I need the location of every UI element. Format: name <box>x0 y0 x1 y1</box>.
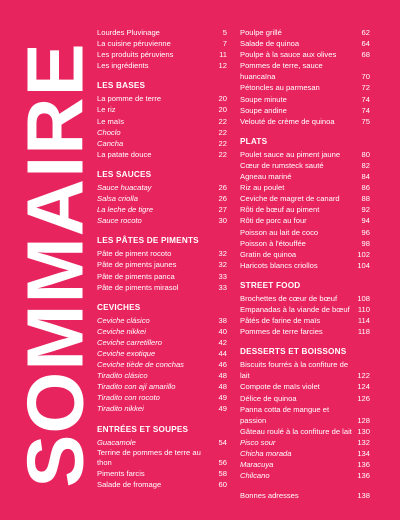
toc-entry[interactable] <box>240 82 370 93</box>
toc-entry-page: 126 <box>357 393 370 403</box>
toc-entry[interactable] <box>97 215 227 226</box>
toc-entry[interactable] <box>240 27 370 38</box>
toc-entry-page: 62 <box>361 28 370 37</box>
toc-entry[interactable] <box>97 49 227 60</box>
toc-entry-page: 94 <box>361 216 370 226</box>
toc-entry-title: Le riz <box>97 105 116 115</box>
toc-entry[interactable] <box>240 393 370 404</box>
toc-entry[interactable] <box>97 38 227 49</box>
toc-entry[interactable] <box>240 426 370 437</box>
toc-entry-title: Pâte de piment rocoto <box>97 249 172 259</box>
toc-entry-page: 22 <box>218 116 227 126</box>
toc-entry-title: Ceviche tiède de conchas <box>97 360 184 370</box>
toc-entry-page: 12 <box>218 61 227 71</box>
toc-entry[interactable] <box>240 304 370 315</box>
toc-entry-page: 56 <box>218 457 227 467</box>
toc-entry-page: 75 <box>361 116 370 126</box>
toc-entry[interactable] <box>240 182 370 193</box>
toc-entry-page: 7 <box>222 39 227 49</box>
toc-entry-title: Poulpe grillé <box>240 28 282 37</box>
toc-entry-title: Compote de maïs violet <box>240 382 320 392</box>
toc-entry-title: Tiradito nikkei <box>97 404 144 414</box>
toc-entry-title: La pomme de terre <box>97 94 162 104</box>
toc-entry-page: 22 <box>218 127 227 137</box>
toc-entry[interactable] <box>240 315 370 326</box>
toc-entry-title: Riz au poulet <box>240 183 285 193</box>
toc-entry-title: Poulet sauce au piment jaune <box>240 149 341 159</box>
toc-entry-page: 64 <box>361 39 370 49</box>
toc-entry-page: 49 <box>218 393 227 403</box>
toc-entry-page: 74 <box>361 94 370 104</box>
toc-entry-title: Pâte de piments jaunes <box>97 260 177 270</box>
toc-entry-title: Chilcano <box>240 471 270 481</box>
toc-entry-title: Tiradito con rocoto <box>97 393 160 403</box>
toc-entry[interactable] <box>240 227 370 238</box>
section-heading: LES BASES <box>97 81 146 91</box>
toc-entry[interactable] <box>97 127 227 138</box>
toc-entry[interactable] <box>97 27 227 38</box>
toc-entry-page: 84 <box>361 172 370 182</box>
toc-entry-title: Chicha morada <box>240 449 292 458</box>
toc-entry-title: Tiradito clásico <box>97 371 148 381</box>
toc-entry-page: 122 <box>357 371 370 381</box>
toc-column-right <box>240 27 370 501</box>
toc-entry[interactable] <box>240 38 370 49</box>
toc-entry-page: 88 <box>361 194 370 204</box>
toc-entry-page: 5 <box>222 28 227 37</box>
section-heading: STREET FOOD <box>240 280 301 290</box>
toc-entry-title: Pâtés de farine de maïs <box>240 316 321 326</box>
toc-entry-title: Pétoncles au parmesan <box>240 83 320 93</box>
toc-entry-page: 11 <box>219 50 227 60</box>
toc-entry[interactable] <box>97 149 227 160</box>
toc-entry-page: 54 <box>218 437 227 447</box>
toc-entry[interactable] <box>97 248 227 259</box>
toc-entry-title: Brochettes de cœur de bœuf <box>240 293 338 303</box>
toc-entry-page: 40 <box>218 326 227 336</box>
toc-entry-title: Lourdes Pluvinage <box>97 28 160 37</box>
toc-entry-page: 124 <box>357 382 370 392</box>
toc-entry-page: 136 <box>357 471 370 481</box>
toc-entry[interactable] <box>240 149 370 160</box>
toc-entry-page: 48 <box>218 371 227 381</box>
toc-entry-page: 130 <box>357 426 370 436</box>
toc-entry-page: 22 <box>218 149 227 159</box>
toc-entry-page: 60 <box>218 479 227 489</box>
toc-entry[interactable] <box>97 381 227 392</box>
toc-entry-page: 68 <box>361 50 370 60</box>
toc-entry[interactable] <box>97 93 227 104</box>
toc-entry-title: Soupe minute <box>240 94 287 104</box>
toc-entry[interactable] <box>240 359 370 381</box>
toc-entry-page: 96 <box>361 227 370 237</box>
toc-entry[interactable] <box>97 138 227 149</box>
toc-entry-page: 138 <box>357 491 370 501</box>
toc-entry-page: 98 <box>361 238 370 248</box>
toc-entry-title: Ceviche clásico <box>97 315 150 325</box>
toc-entry-page: 30 <box>218 216 227 226</box>
toc-entry-page: 33 <box>218 271 227 281</box>
toc-entry-title: Bonnes adresses <box>240 491 299 501</box>
toc-entry-page: 114 <box>357 316 370 326</box>
toc-entry[interactable] <box>240 260 370 271</box>
toc-entry-page: 82 <box>361 160 370 170</box>
toc-entry-page: 26 <box>218 194 227 204</box>
toc-entry[interactable] <box>240 238 370 249</box>
toc-entry-page: 70 <box>361 72 370 82</box>
toc-entry[interactable] <box>240 470 370 481</box>
toc-entry-title: Pisco sour <box>240 437 276 447</box>
toc-entry[interactable] <box>240 437 370 448</box>
toc-entry[interactable] <box>240 381 370 392</box>
toc-entry-title: Maracuya <box>240 460 274 470</box>
section-heading: LES PÂTES DE PIMENTS <box>97 236 199 246</box>
toc-entry-page: 20 <box>218 94 227 104</box>
toc-entry-title: Ceviche nikkei <box>97 326 146 336</box>
toc-entry-page: 44 <box>218 348 227 358</box>
toc-entry[interactable] <box>97 437 227 448</box>
toc-entry[interactable] <box>240 49 370 60</box>
toc-entry-page: 46 <box>218 360 227 370</box>
toc-entry[interactable] <box>240 171 370 182</box>
toc-entry-page: 80 <box>361 149 370 159</box>
section-heading: CEVICHES <box>97 302 141 312</box>
toc-entry[interactable] <box>240 459 370 470</box>
toc-entry-title: Biscuits fourrés à la confiture de lait <box>240 360 349 381</box>
toc-entry-title: Salade de fromage <box>97 479 162 489</box>
toc-entry-title: Soupe andine <box>240 105 287 115</box>
toc-entry[interactable] <box>240 160 370 171</box>
toc-column-left <box>97 27 227 490</box>
toc-entry-title: Piments farcis <box>97 468 145 478</box>
toc-entry-page: 74 <box>361 105 370 115</box>
toc-entry[interactable] <box>240 490 370 501</box>
toc-entry[interactable] <box>97 326 227 337</box>
toc-entry-title: Rôti de porc au four <box>240 216 307 226</box>
toc-entry[interactable] <box>240 249 370 260</box>
toc-entry[interactable] <box>240 326 370 337</box>
toc-entry-page: 134 <box>357 449 370 458</box>
toc-entry-title: Cancha <box>97 138 124 148</box>
toc-entry-title: Choclo <box>97 127 121 137</box>
toc-entry[interactable] <box>97 60 227 71</box>
toc-entry-title: Les ingrédients <box>97 61 149 71</box>
toc-entry-page: 32 <box>218 249 227 259</box>
toc-entry[interactable] <box>97 392 227 403</box>
toc-entry-page: 48 <box>218 382 227 392</box>
toc-entry-page: 104 <box>357 260 370 270</box>
toc-entry-title: Haricots blancs criollos <box>240 260 318 270</box>
toc-entry-title: Sauce rocoto <box>97 216 142 226</box>
toc-entry[interactable] <box>97 204 227 215</box>
toc-entry-page: 72 <box>361 83 370 93</box>
toc-entry[interactable] <box>240 404 370 426</box>
toc-entry-title: Panna cotta de mangue et passion <box>240 404 330 425</box>
toc-entry-page: 42 <box>218 337 227 347</box>
toc-entry-page: 38 <box>218 315 227 325</box>
toc-entry-title: Poisson au lait de coco <box>240 227 319 237</box>
toc-entry-title: Sauce huacatay <box>97 182 152 192</box>
toc-entry-page: 86 <box>361 183 370 193</box>
section-heading: PLATS <box>240 136 268 146</box>
toc-entry[interactable] <box>97 448 227 468</box>
toc-entry[interactable] <box>97 370 227 381</box>
toc-entry-title: Les produits péruviens <box>97 50 174 60</box>
toc-entry[interactable] <box>240 215 370 226</box>
toc-entry-page: 136 <box>357 460 370 470</box>
toc-entry[interactable] <box>240 293 370 304</box>
toc-entry-title: Guacamole <box>97 437 136 447</box>
toc-entry-page: 118 <box>357 327 370 337</box>
toc-entry[interactable] <box>97 348 227 359</box>
toc-entry-title: Ceviche de magret de canard <box>240 194 340 204</box>
toc-entry[interactable] <box>97 479 227 490</box>
toc-entry-title: Le maïs <box>97 116 125 126</box>
section-heading: LES SAUCES <box>97 169 152 179</box>
toc-entry[interactable] <box>240 60 370 82</box>
toc-entry-page: 108 <box>357 293 370 303</box>
toc-entry-title: Cœur de rumsteck sauté <box>240 160 324 170</box>
toc-entry-page: 32 <box>218 260 227 270</box>
section-heading: ENTRÉES ET SOUPES <box>97 424 189 434</box>
toc-entry[interactable] <box>97 182 227 193</box>
toc-entry-page: 49 <box>218 404 227 414</box>
toc-entry-title: La cuisine péruvienne <box>97 39 171 49</box>
toc-entry-title: La leche de tigre <box>97 205 154 215</box>
toc-entry-title: Gâteau roulé à la confiture de lait <box>240 426 352 436</box>
toc-entry[interactable] <box>97 193 227 204</box>
toc-entry[interactable] <box>240 193 370 204</box>
toc-entry[interactable] <box>240 105 370 116</box>
toc-entry-title: Ceviche carretillero <box>97 337 162 347</box>
toc-entry[interactable] <box>97 315 227 326</box>
toc-entry[interactable] <box>240 116 370 127</box>
page-title: SOMMAIRE <box>10 42 100 488</box>
toc-entry[interactable] <box>97 104 227 115</box>
toc-entry-page: 92 <box>361 205 370 215</box>
toc-entry-title: Poisson à l'étouffée <box>240 238 306 248</box>
toc-entry[interactable] <box>97 259 227 270</box>
toc-entry[interactable] <box>240 204 370 215</box>
toc-entry-title: Ceviche exotique <box>97 348 156 358</box>
toc-entry-page: 110 <box>357 304 370 314</box>
toc-entry-page: 102 <box>357 249 370 259</box>
section-heading: DESSERTS ET BOISSONS <box>240 347 347 357</box>
section-gap <box>240 481 370 490</box>
toc-entry[interactable] <box>97 337 227 348</box>
toc-entry-title: Gratin de quinoa <box>240 249 297 259</box>
toc-entry-page: 26 <box>218 182 227 192</box>
toc-entry-title: Terrine de pommes de terre au thon <box>97 447 201 467</box>
toc-entry-page: 132 <box>357 437 370 447</box>
toc-entry-title: Velouté de crème de quinoa <box>240 116 335 126</box>
toc-entry-title: Pâte de piments mirasol <box>97 282 179 292</box>
toc-entry-page: 33 <box>218 282 227 292</box>
toc-entry-title: Salade de quinoa <box>240 39 300 49</box>
toc-entry-title: La patate douce <box>97 149 152 159</box>
toc-entry-title: Pâte de piments panca <box>97 271 175 281</box>
toc-entry-page: 58 <box>218 468 227 478</box>
toc-entry[interactable] <box>97 282 227 293</box>
toc-entry-title: Salsa criolla <box>97 194 138 204</box>
toc-entry-title: Tiradito con ají amarillo <box>97 382 176 392</box>
toc-entry-title: Poulpe à la sauce aux olives <box>240 50 337 60</box>
toc-entry-page: 20 <box>218 105 227 115</box>
toc-entry-page: 27 <box>218 205 227 215</box>
toc-entry-title: Délice de quinoa <box>240 393 297 403</box>
toc-entry-title: Pommes de terre farcies <box>240 327 323 337</box>
toc-entry-title: Agneau mariné <box>240 172 292 182</box>
toc-entry[interactable] <box>97 468 227 479</box>
toc-entry[interactable] <box>97 403 227 414</box>
toc-entry-page: 22 <box>218 138 227 148</box>
toc-entry[interactable] <box>240 448 370 459</box>
toc-entry-page: 128 <box>357 415 370 425</box>
toc-entry[interactable] <box>97 116 227 127</box>
toc-entry[interactable] <box>97 271 227 282</box>
toc-entry-title: Pommes de terre, sauce huancaïna <box>240 61 323 82</box>
toc-entry[interactable] <box>97 359 227 370</box>
toc-entry-title: Empanadas à la viande de bœuf <box>240 304 350 314</box>
toc-entry[interactable] <box>240 94 370 105</box>
toc-entry-title: Rôti de bœuf au piment <box>240 205 320 215</box>
